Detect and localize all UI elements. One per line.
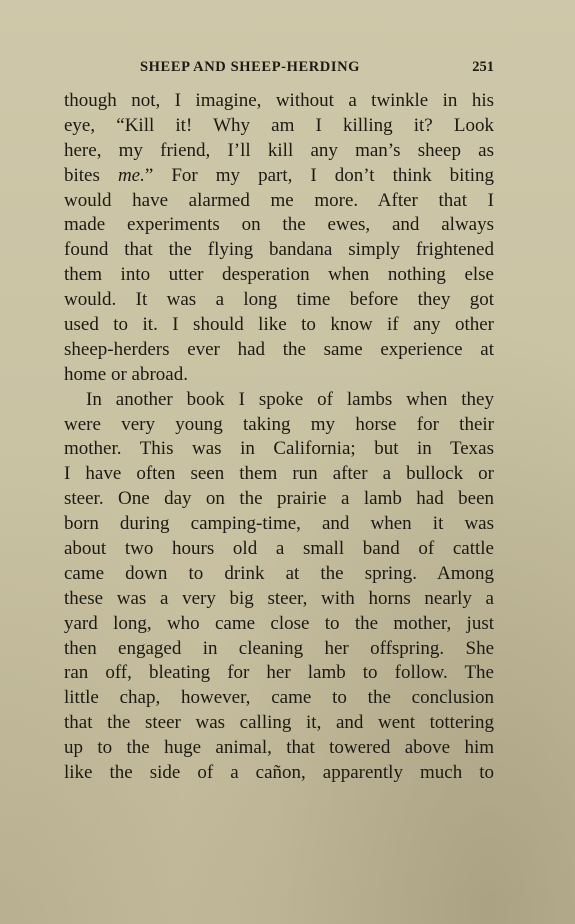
text-line: though not, I imagine, without a twinkle in his <box>64 90 494 111</box>
running-title: SHEEP AND SHEEP-HERDING <box>140 59 361 75</box>
text-line: up to the huge animal, that towered above him <box>64 737 494 759</box>
text-line: sheep-herders ever had the same experience at <box>64 338 494 360</box>
text-line: used to it. I should like to know if any other <box>64 314 494 336</box>
text-segment: ” For my part, I don’t think biting <box>144 164 494 186</box>
text-line: would. It was a long time before they got <box>64 289 494 311</box>
text-line: mother. This was in California; but in Texas <box>64 438 494 460</box>
emphasized-word: me. <box>117 164 145 186</box>
text-line: these was a very big steer, with horns nearly a <box>64 587 494 609</box>
text-line: made experiments on the ewes, and always <box>64 214 494 236</box>
page-number: 251 <box>472 59 494 75</box>
text-line: like the side of a cañon, apparently much to <box>64 762 494 784</box>
text-line: yard long, who came close to the mother, just <box>64 612 494 634</box>
text-line: ran off, bleating for her lamb to follow. The <box>64 662 494 684</box>
text-line: home or abroad. <box>64 363 188 385</box>
text-line: them into utter desperation when nothing else <box>64 264 494 286</box>
text-line: eye, “Kill it! Why am I killing it? Look <box>64 114 494 136</box>
text-line: would have alarmed me more. After that I <box>64 189 494 211</box>
text-line: were very young taking my horse for their <box>64 413 494 435</box>
running-head <box>64 59 494 79</box>
text-segment: bites <box>64 164 118 186</box>
text-line: here, my friend, I’ll kill any man’s sheep as <box>64 139 494 161</box>
text-line: that the steer was calling it, and went tottering <box>64 712 494 734</box>
text-line: born during camping-time, and when it was <box>64 513 494 535</box>
text-line: then engaged in cleaning her offspring. She <box>64 637 494 659</box>
body-text <box>64 89 494 786</box>
text-line: steer. One day on the prairie a lamb had been <box>64 488 494 510</box>
text-line: about two hours old a small band of cattle <box>64 538 494 560</box>
text-line: In another book I spoke of lambs when they <box>86 388 494 410</box>
text-line: I have often seen them run after a bullock or <box>64 463 494 485</box>
text-line: little chap, however, came to the conclusion <box>64 687 494 709</box>
text-line: found that the flying bandana simply frightened <box>64 239 494 261</box>
text-line-with-emphasis <box>64 164 494 189</box>
text-line: came down to drink at the spring. Among <box>64 562 494 584</box>
